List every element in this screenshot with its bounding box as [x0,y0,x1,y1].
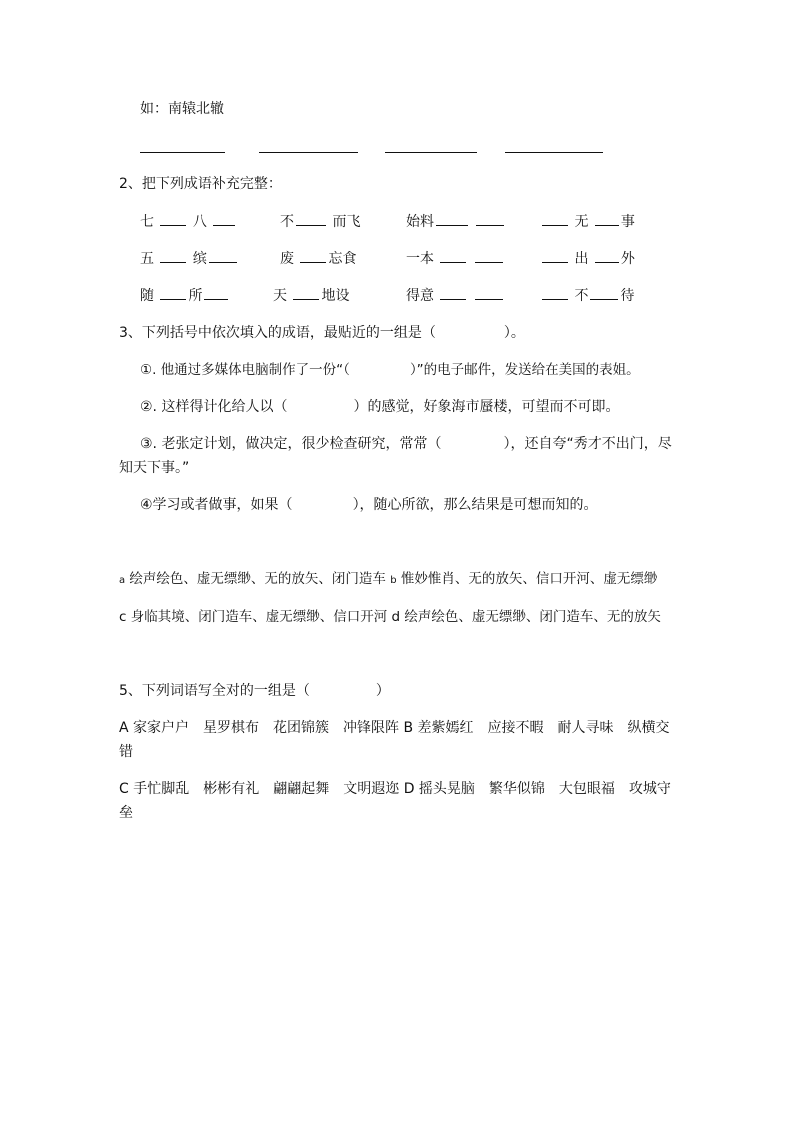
fill-blank[interactable] [595,211,619,226]
q2-row3-item1: 随 所 [140,285,230,306]
fill-blank[interactable] [160,248,186,263]
q3-item-3: ③. 老张定计划，做决定，很少检查研究，常常（ ），还自夸“秀才不出门，尽 [140,436,672,452]
q3-title: 3、下列括号中依次填入的成语，最贴近的一组是（ ）。 [119,325,525,341]
example-line [140,99,224,119]
fill-blank[interactable] [300,248,326,263]
fill-blank[interactable] [436,211,468,226]
q2-row1-item2: 不 而飞 [280,211,360,232]
example-label: 如： [140,101,168,117]
option-c-letter: c [119,609,127,625]
q2-title: 2、把下列成语补充完整： [119,176,282,192]
q5-line-a-cont: 错 [119,744,133,760]
fill-blank[interactable] [475,248,503,263]
fill-blank[interactable] [542,285,568,300]
q2-row3-item3: 得意 [406,285,505,306]
fill-blank[interactable] [204,285,228,300]
q2-row3-item2: 天 地设 [273,285,349,306]
example-idiom: 南辕北辙 [168,101,224,117]
fill-blank[interactable] [293,285,319,300]
fill-blank[interactable] [213,211,235,226]
fill-blank[interactable] [209,248,237,263]
q3-options-line1 [119,569,657,591]
fill-blank[interactable] [296,211,326,226]
fill-blank[interactable] [590,285,618,300]
option-c-text: 身临其境、闭门造车、虚无缥缈、信口开河 [126,609,388,625]
fill-blank[interactable] [440,285,466,300]
option-d-text: 绘声绘色、虚无缥缈、闭门造车、无的放矢 [400,609,661,625]
q2-row2-item4: 出 外 [540,248,635,269]
q5-line-c: C 手忙脚乱 彬彬有礼 翩翩起舞 文明遐迩 D 摇头晃脑 繁华似锦 大包眼福 攻城守 [119,781,671,797]
fill-blank[interactable] [542,248,568,263]
fill-blank[interactable] [160,211,186,226]
option-a-text: 绘声绘色、虚无缥缈、无的放矢、闭门造车 [125,571,386,587]
q2-row2-item3: 一本 [406,248,505,269]
q2-row3-item4: 不 待 [540,285,634,306]
q3-item-2: ②. 这样得计化给人以（ ）的感觉，好象海市蜃楼，可望而不可即。 [140,399,620,415]
q5-line-a: A 家家户户 星罗棋布 花团锦簇 冲锋限阵 B 差紫嫣红 应接不暇 耐人寻味 纵横交 [119,720,670,736]
q2-row1-item3: 始料 [406,211,506,232]
q5-line-c-cont: 垒 [119,805,133,821]
q3-options-line2 [119,607,661,627]
q2-row1-item4: 无 事 [540,211,635,232]
q3-item-1: ①. 他通过多媒体电脑制作了一份“（ ）”的电子邮件，发送给在美国的表姐。 [140,362,640,378]
q3-item-3-cont: 知天下事。” [119,460,190,476]
option-b-letter: b [390,575,397,586]
fill-blank[interactable] [475,285,503,300]
fill-blank[interactable] [160,285,186,300]
option-b-text: 惟妙惟肖、无的放矢、信口开河、虚无缥缈 [396,571,658,587]
answer-blank-4[interactable] [505,152,603,153]
option-a-letter: a [119,575,126,586]
q5-title: 5、下列词语写全对的一组是（ ） [119,683,390,699]
fill-blank[interactable] [440,248,466,263]
answer-blank-3[interactable] [385,152,477,153]
fill-blank[interactable] [595,248,619,263]
fill-blank[interactable] [542,211,568,226]
q3-item-4: ④学习或者做事，如果（ ），随心所欲，那么结果是可想而知的。 [140,497,598,513]
answer-blank-1[interactable] [140,152,225,153]
q2-row2-item2: 废 忘食 [280,248,356,269]
answer-blank-2[interactable] [259,152,358,153]
fill-blank[interactable] [476,211,504,226]
option-d-letter: d [391,609,401,625]
q2-row1-item1: 七 八 [140,211,237,232]
q2-row2-item1: 五 缤 [140,248,239,269]
